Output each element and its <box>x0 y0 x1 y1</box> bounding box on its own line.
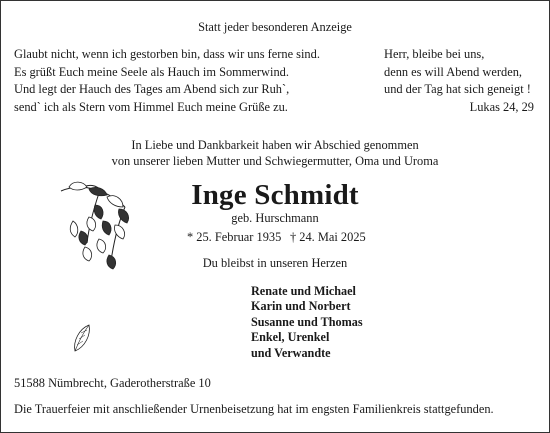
address: 51588 Nümbrecht, Gaderotherstraße 10 <box>14 376 211 390</box>
poem-left-line: send` ich als Stern vom Himmel Euch meine Grüße zu. <box>14 99 288 114</box>
bible-verse <box>384 46 534 116</box>
intro-line: von unserer lieben Mutter und Schwiegermutter, Oma und Uroma <box>111 154 439 168</box>
verse-line: und der Tag hat sich geneigt ! <box>384 82 531 96</box>
deceased-name: Inge Schmidt <box>191 179 359 211</box>
birth-date: * 25. Februar 1935 <box>187 230 282 244</box>
mourners-list <box>251 284 363 361</box>
verse-reference: Lukas 24, 29 <box>469 99 534 114</box>
poem-left-line: Und legt der Hauch des Tages am Abend sich zur Ruh`, <box>14 82 290 96</box>
mourner: Susanne und Thomas <box>251 314 363 329</box>
mourner: Enkel, Urenkel <box>251 330 330 345</box>
maiden-name: geb. Hurschmann <box>231 211 319 225</box>
closing-line: Du bleibst in unseren Herzen <box>202 256 348 270</box>
falling-leaf-icon <box>71 323 93 355</box>
mourner: und Verwandte <box>251 345 331 360</box>
verse-line: denn es will Abend werden, <box>384 64 522 79</box>
intro-line: In Liebe und Dankbarkeit haben wir Abschied genommen <box>131 138 419 152</box>
death-date: † 24. Mai 2025 <box>290 230 366 244</box>
funeral-note: Die Trauerfeier mit anschließender Urnenbeisetzung hat im engsten Familienkreis stattgefunden. <box>14 402 494 416</box>
leaf-branch-icon <box>59 181 139 296</box>
verse-line: Herr, bleibe bei uns, <box>384 47 485 61</box>
poem-left-line: Es grüßt Euch meine Seele als Hauch im Sommerwind. <box>14 64 289 79</box>
mourner: Renate und Michael <box>251 284 356 298</box>
mourner: Karin und Norbert <box>251 299 351 314</box>
poem-left <box>14 46 320 116</box>
notice-header: Statt jeder besonderen Anzeige <box>198 20 352 34</box>
poem-left-line: Glaubt nicht, wenn ich gestorben bin, dass wir uns ferne sind. <box>14 47 320 61</box>
